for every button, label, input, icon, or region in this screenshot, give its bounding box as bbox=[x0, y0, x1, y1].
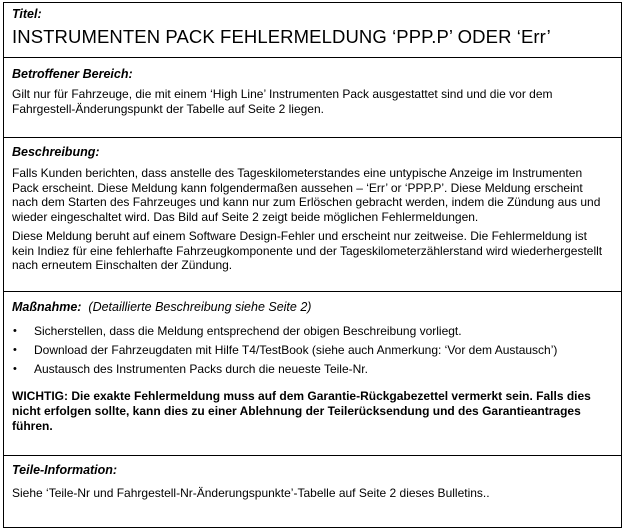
measures-section bbox=[4, 292, 621, 456]
affected-area-heading: Betroffener Bereich: bbox=[12, 67, 133, 81]
title-heading: Titel: bbox=[12, 7, 42, 21]
description-paragraph-2: Diese Meldung beruht auf einem Software Design-Fehler und erscheint nur zeitweise. Die Fehlermeldung ist kein Indiez für eine fehlerhafte Fahrzeugkomponente und der Tageskilometerzählerstand wird wiederhergestellt nach erneutem Einschalten der Zündung. bbox=[12, 229, 603, 272]
affected-area-text: Gilt nur für Fahrzeuge, die mit einem ‘High Line’ Instrumenten Pack ausgestattet sind und die vor dem Fahrgestell-Änderungspunkt der Tabelle auf Seite 2 liegen. bbox=[12, 87, 553, 116]
description-paragraph-1: Falls Kunden berichten, dass anstelle des Tageskilometerstandes eine untypische Anzeige im Instrumenten Pack erscheint. Diese Meldung kann folgendermaßen aussehen – ‘Err’ or ‘PPP.P’. Diese Meldung erscheint nach dem Starten des Fahrzeuges und kann nur zum Erlöschen gebracht werden, indem die Zündung aus und wieder eingeschaltet wird. Das Bild auf Seite 2 zeigt beide möglichen Fehlermeldungen. bbox=[12, 166, 601, 224]
description-section bbox=[4, 138, 621, 292]
parts-information-text: Siehe ‘Teile-Nr und Fahrgestell-Nr-Änderungspunkte’-Tabelle auf Seite 2 dieses Bulletins.. bbox=[12, 486, 490, 500]
list-item-text: Download der Fahrzeugdaten mit Hilfe T4/TestBook (siehe auch Anmerkung: ‘Vor dem Austausch’) bbox=[34, 343, 558, 357]
measures-subheading: (Detaillierte Beschreibung siehe Seite 2) bbox=[88, 300, 312, 314]
list-item bbox=[12, 343, 611, 362]
affected-area-section bbox=[4, 58, 621, 138]
list-item bbox=[12, 362, 611, 381]
list-item-text: Sicherstellen, dass die Meldung entsprechend der obigen Beschreibung vorliegt. bbox=[34, 324, 462, 338]
description-heading: Beschreibung: bbox=[12, 145, 100, 159]
list-item-text: Austausch des Instrumenten Packs durch die neueste Teile-Nr. bbox=[34, 362, 368, 376]
bullet-icon: • bbox=[13, 363, 17, 375]
warning-notice: WICHTIG: Die exakte Fehlermeldung muss auf dem Garantie-Rückgabezettel vermerkt sein. Falls dies nicht erfolgen sollte, kann dies zu einer Ablehnung der Teilerücksendung und des Garantieantrages führen. bbox=[12, 389, 591, 433]
measures-list bbox=[12, 324, 611, 381]
bullet-icon: • bbox=[13, 325, 17, 337]
title-section bbox=[4, 3, 621, 58]
parts-information-heading: Teile-Information: bbox=[12, 463, 118, 477]
measures-heading bbox=[12, 300, 311, 314]
bulletin-title: INSTRUMENTEN PACK FEHLERMELDUNG ‘PPP.P’ ODER ‘Err’ bbox=[12, 26, 551, 47]
measures-heading-label: Maßnahme: bbox=[12, 300, 82, 314]
bullet-icon: • bbox=[13, 344, 17, 356]
parts-information-section bbox=[4, 456, 621, 527]
service-bulletin-document bbox=[3, 2, 622, 528]
list-item bbox=[12, 324, 611, 343]
